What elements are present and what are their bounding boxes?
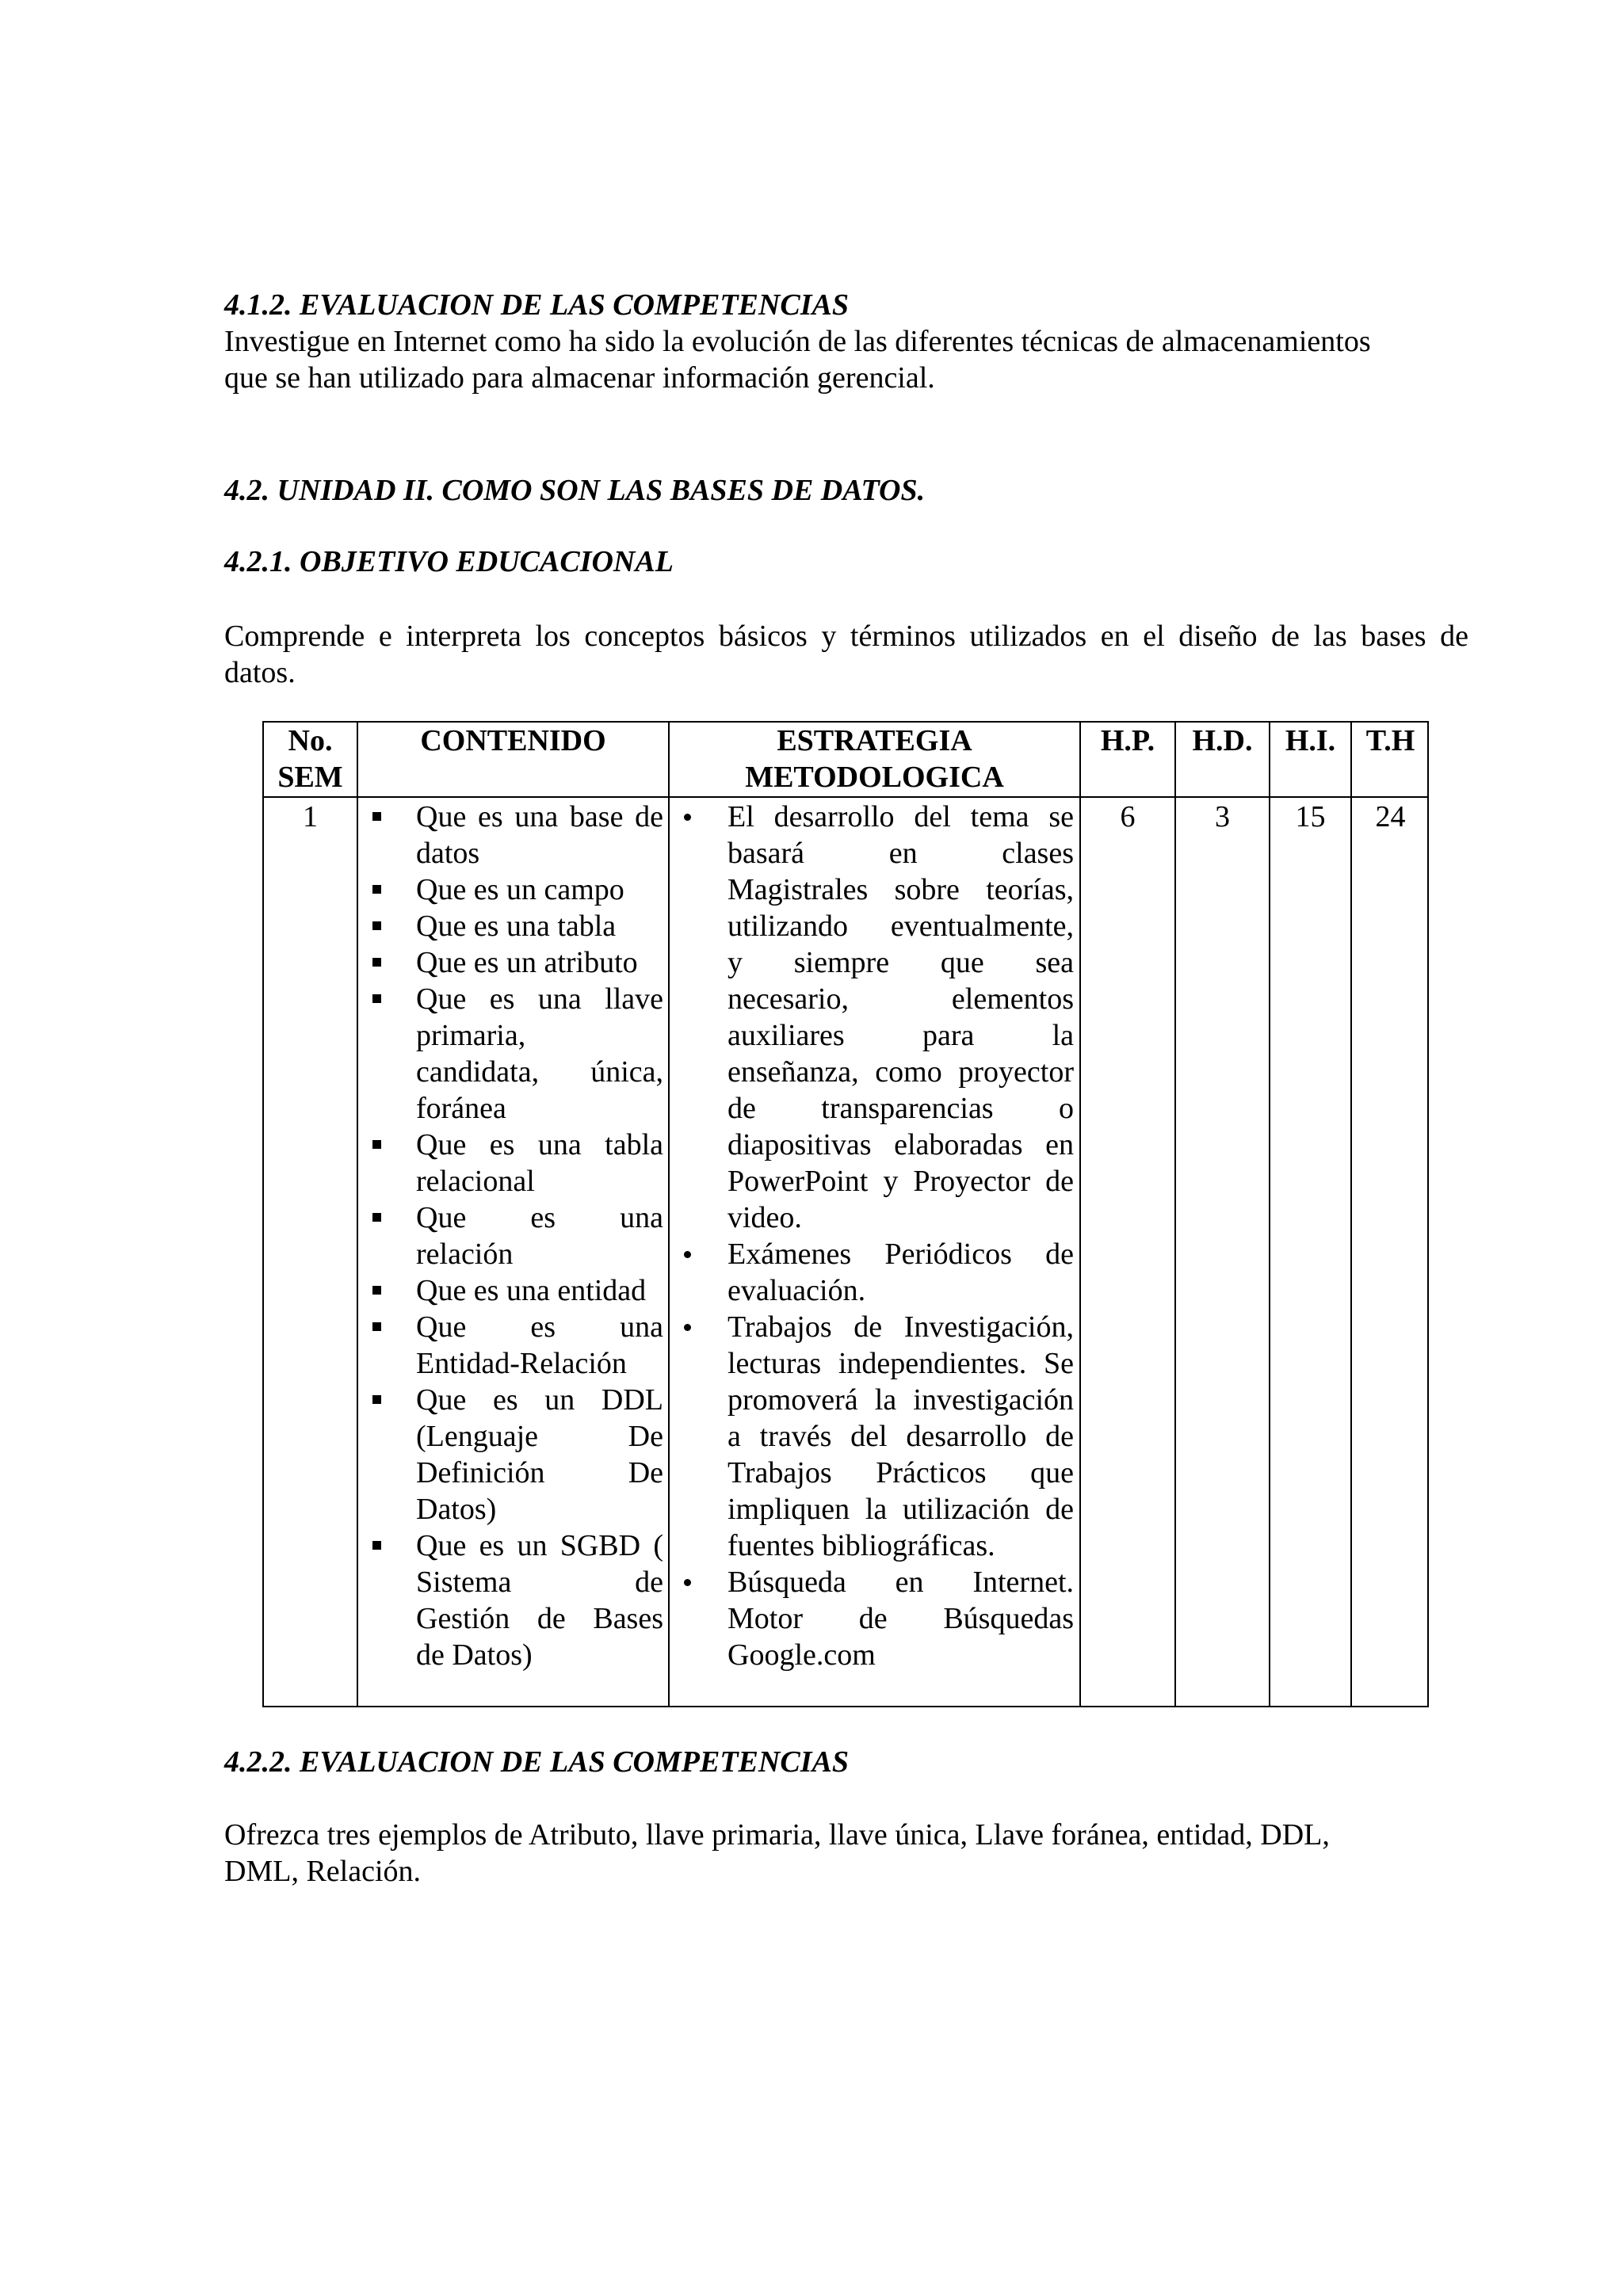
section-heading-4-1-2: 4.1.2. EVALUACION DE LAS COMPETENCIAS xyxy=(224,288,849,322)
estrategia-line: utilizando eventualmente, xyxy=(727,910,1074,943)
contenido-item xyxy=(358,799,663,871)
contenido-item xyxy=(358,1527,663,1673)
contenido-line: Que es una xyxy=(416,1310,663,1344)
estrategia-line: PowerPoint y Proyector de xyxy=(727,1165,1074,1198)
contenido-item xyxy=(358,944,663,981)
contenido-line: Que es un SGBD ( xyxy=(416,1529,663,1562)
section-heading-4-2-2: 4.2.2. EVALUACION DE LAS COMPETENCIAS xyxy=(224,1745,849,1779)
contenido-line: Entidad-Relación xyxy=(416,1347,627,1380)
paragraph-line: Investigue en Internet como ha sido la evolución de las diferentes técnicas de almacenamientos xyxy=(224,325,1371,358)
contenido-line: Que es una base de xyxy=(416,800,663,833)
estrategia-list xyxy=(670,799,1074,1673)
estrategia-item xyxy=(670,1309,1074,1564)
contenido-line: relacional xyxy=(416,1165,535,1198)
estrategia-line: de transparencias o xyxy=(727,1092,1074,1125)
contenido-line: (Lenguaje De xyxy=(416,1420,663,1453)
estrategia-line: necesario, elementos xyxy=(727,982,1074,1016)
estrategia-line: evaluación. xyxy=(727,1274,866,1307)
contenido-line: candidata, única, xyxy=(416,1055,663,1089)
header-hp-line: H.P. xyxy=(1100,724,1155,757)
estrategia-line: Magistrales sobre teorías, xyxy=(727,873,1074,906)
header-hd-line: H.D. xyxy=(1192,724,1253,757)
section-heading-4-2-1: 4.2.1. OBJETIVO EDUCACIONAL xyxy=(224,545,674,578)
estrategia-line: lecturas independientes. Se xyxy=(727,1347,1074,1380)
header-th-line: T.H xyxy=(1365,724,1415,757)
estrategia-line: video. xyxy=(727,1201,802,1234)
column-divider xyxy=(1350,723,1352,1706)
header-hi xyxy=(1270,723,1350,759)
header-estrategia xyxy=(670,723,1079,795)
cell-th: 24 xyxy=(1375,800,1406,833)
column-divider xyxy=(1269,723,1270,1706)
estrategia-line: Trabajos de Investigación, xyxy=(727,1310,1074,1344)
estrategia-line: Trabajos Prácticos que xyxy=(727,1456,1074,1489)
estrategia-line: Motor de Búsquedas xyxy=(727,1602,1074,1635)
header-hd xyxy=(1176,723,1269,759)
cell-sem: 1 xyxy=(303,800,318,833)
contenido-line: Datos) xyxy=(416,1493,497,1526)
contenido-item xyxy=(358,981,663,1127)
header-contenido xyxy=(358,723,668,759)
section-heading-4-2: 4.2. UNIDAD II. COMO SON LAS BASES DE DATOS. xyxy=(224,474,926,507)
estrategia-line: El desarrollo del tema se xyxy=(727,800,1074,833)
estrategia-item xyxy=(670,1564,1074,1673)
paragraph-line: Comprende e interpreta los conceptos básicos y términos utilizados en el diseño de las bases de xyxy=(224,620,1468,653)
contenido-line: Que es un campo xyxy=(416,873,624,906)
column-divider xyxy=(1079,723,1081,1706)
estrategia-line: Exámenes Periódicos de xyxy=(727,1238,1074,1271)
estrategia-line: impliquen la utilización de xyxy=(727,1493,1074,1526)
estrategia-line: y siempre que sea xyxy=(727,946,1074,979)
contenido-line: Sistema de xyxy=(416,1566,663,1599)
header-hi-line: H.I. xyxy=(1285,724,1336,757)
estrategia-item xyxy=(670,799,1074,1236)
paragraph-line: que se han utilizado para almacenar información gerencial. xyxy=(224,361,935,395)
contenido-line: datos xyxy=(416,837,480,870)
estrategia-line: Google.com xyxy=(727,1638,876,1672)
contenido-item xyxy=(358,1199,663,1272)
estrategia-line: diapositivas elaboradas en xyxy=(727,1128,1074,1161)
contenido-item xyxy=(358,1272,663,1309)
estrategia-item xyxy=(670,1236,1074,1309)
contenido-item xyxy=(358,1382,663,1527)
estrategia-line: auxiliares para la xyxy=(727,1019,1074,1052)
header-estrategia-line: METODOLOGICA xyxy=(745,761,1004,794)
paragraph-line: datos. xyxy=(224,656,296,689)
header-contenido-line: CONTENIDO xyxy=(420,724,606,757)
cell-hi: 15 xyxy=(1295,800,1326,833)
estrategia-line: basará en clases xyxy=(727,837,1074,870)
cell-hp: 6 xyxy=(1120,800,1136,833)
estrategia-line: Búsqueda en Internet. xyxy=(727,1566,1074,1599)
header-sem-line: No. xyxy=(288,724,333,757)
contenido-line: Que es una llave xyxy=(416,982,663,1016)
estrategia-line: enseñanza, como proyector xyxy=(727,1055,1074,1089)
contenido-line: de Datos) xyxy=(416,1638,533,1672)
estrategia-line: fuentes bibliográficas. xyxy=(727,1529,995,1562)
contenido-line: Que es un DDL xyxy=(416,1383,663,1417)
header-hp xyxy=(1081,723,1174,759)
contenido-line: Que es una tabla xyxy=(416,910,617,943)
contenido-line: Que es una tabla xyxy=(416,1128,663,1161)
cell-hd: 3 xyxy=(1215,800,1230,833)
contenido-line: primaria, xyxy=(416,1019,526,1052)
header-sem xyxy=(264,723,357,795)
paragraph-line: Ofrezca tres ejemplos de Atributo, llave primaria, llave única, Llave foránea, entidad, DDL, xyxy=(224,1818,1330,1852)
contenido-line: foránea xyxy=(416,1092,506,1125)
header-sem-line: SEM xyxy=(277,761,343,794)
paragraph-4-2-1 xyxy=(224,618,1468,691)
course-table xyxy=(262,721,1429,1707)
contenido-line: relación xyxy=(416,1238,514,1271)
contenido-item xyxy=(358,1127,663,1199)
contenido-list xyxy=(358,799,663,1673)
contenido-line: Definición De xyxy=(416,1456,663,1489)
column-divider xyxy=(1174,723,1176,1706)
paragraph-4-1-2 xyxy=(224,323,1468,396)
contenido-item xyxy=(358,1309,663,1382)
contenido-item xyxy=(358,908,663,944)
contenido-line: Que es un atributo xyxy=(416,946,638,979)
estrategia-line: a través del desarrollo de xyxy=(727,1420,1074,1453)
header-divider xyxy=(264,796,1427,798)
contenido-line: Gestión de Bases xyxy=(416,1602,663,1635)
header-th xyxy=(1352,723,1429,759)
paragraph-line: DML, Relación. xyxy=(224,1855,422,1888)
contenido-line: Que es una xyxy=(416,1201,663,1234)
contenido-item xyxy=(358,871,663,908)
estrategia-line: promoverá la investigación xyxy=(727,1383,1074,1417)
header-estrategia-line: ESTRATEGIA xyxy=(777,724,972,757)
paragraph-4-2-2 xyxy=(224,1817,1468,1890)
contenido-line: Que es una entidad xyxy=(416,1274,647,1307)
